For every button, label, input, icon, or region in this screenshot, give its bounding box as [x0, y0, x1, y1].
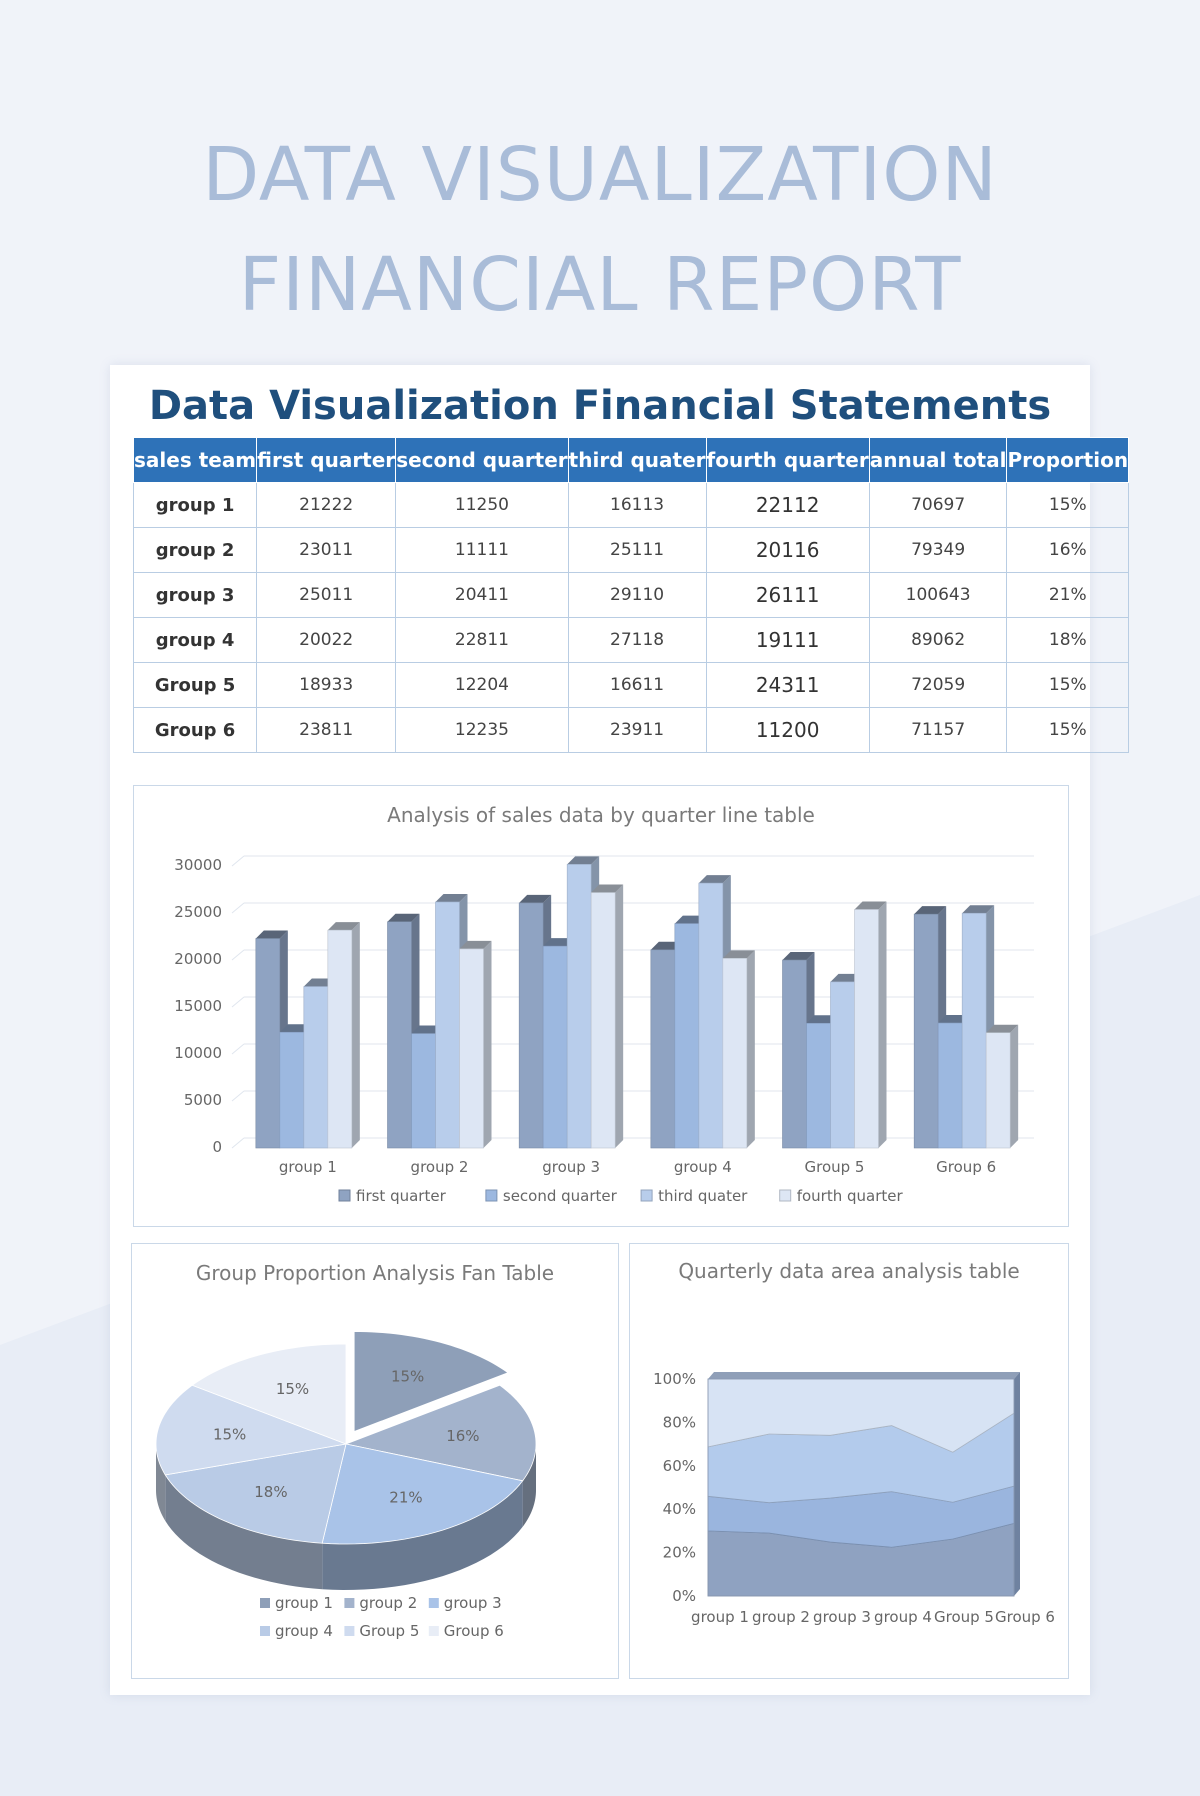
gridline-depth: [232, 997, 244, 1007]
legend-label: group 3: [443, 1594, 502, 1612]
table-row: [134, 573, 1129, 618]
cell-proportion: 15%: [1007, 663, 1129, 708]
legend-label: Group 6: [443, 1622, 504, 1640]
bar-front: [328, 930, 352, 1148]
cell-third-quarter: 16113: [568, 483, 706, 528]
x-tick-label: group 1: [691, 1608, 749, 1626]
cell-second-quarter: 22811: [396, 618, 568, 663]
bar-front: [388, 922, 412, 1148]
bar-front: [543, 946, 567, 1148]
cell-fourth-quarter: 26111: [706, 573, 869, 618]
bar: [460, 941, 492, 1148]
row-label: Group 6: [134, 708, 257, 753]
y-tick-label: 100%: [653, 1370, 696, 1388]
legend-label: first quarter: [356, 1187, 446, 1205]
y-tick-label: 30000: [174, 856, 222, 874]
bar-side: [747, 950, 755, 1148]
pie-value-label: 18%: [254, 1482, 288, 1501]
legend-swatch: [429, 1598, 439, 1608]
cell-second-quarter: 20411: [396, 573, 568, 618]
pie-value-label: 21%: [389, 1488, 423, 1507]
header-proportion: Proportion: [1007, 438, 1129, 483]
bar-front: [938, 1023, 962, 1148]
bar-front: [699, 883, 723, 1148]
bar-side: [879, 901, 887, 1148]
y-tick-label: 60%: [662, 1456, 696, 1475]
y-tick-label: 20%: [662, 1543, 696, 1562]
x-tick-label: group 3: [813, 1608, 871, 1626]
cell-proportion: 21%: [1007, 573, 1129, 618]
cell-second-quarter: 12235: [396, 708, 568, 753]
bar-side: [615, 885, 623, 1148]
bar-chart-title: Analysis of sales data by quarter line table: [387, 803, 815, 827]
cell-fourth-quarter: 11200: [706, 708, 869, 753]
y-tick-label: 10000: [174, 1044, 222, 1062]
area-depth-top: [708, 1372, 1020, 1379]
gridline-depth: [232, 1044, 244, 1054]
table-row: [134, 663, 1129, 708]
cell-proportion: 16%: [1007, 528, 1129, 573]
legend-swatch: [260, 1598, 270, 1608]
bar-front: [962, 913, 986, 1148]
cell-first-quarter: 21222: [257, 483, 396, 528]
gridline-depth: [232, 950, 244, 960]
header-fourth-quarter: fourth quarter: [706, 438, 869, 483]
pie-value-label: 15%: [212, 1425, 247, 1444]
bar-front: [591, 893, 615, 1148]
pie-chart: [132, 1244, 618, 1678]
pie-body: [156, 1331, 536, 1589]
hero-line-2: FINANCIAL REPORT: [238, 242, 962, 328]
header-third-quarter: third quater: [568, 438, 706, 483]
legend-swatch: [429, 1626, 439, 1636]
bar-front: [675, 924, 699, 1148]
legend-label: group 2: [359, 1594, 418, 1612]
cell-second-quarter: 11111: [396, 528, 568, 573]
table-row: [134, 618, 1129, 663]
table-row: [134, 528, 1129, 573]
bar-chart-panel: [133, 785, 1069, 1227]
bar-front: [651, 950, 675, 1148]
area-chart-panel: [629, 1243, 1069, 1679]
table-row: [134, 483, 1129, 528]
y-tick-label: 20000: [174, 950, 222, 968]
legend-swatch: [339, 1190, 350, 1201]
y-tick-label: 0%: [672, 1587, 696, 1605]
y-tick-label: 40%: [662, 1500, 696, 1519]
bar-chart: [134, 786, 1068, 1226]
cell-third-quarter: 23911: [568, 708, 706, 753]
x-tick-label: Group 5: [804, 1158, 865, 1176]
bar-front: [256, 939, 280, 1148]
bar-front: [914, 914, 938, 1148]
header-second-quarter: second quarter: [396, 438, 568, 483]
cell-third-quarter: 16611: [568, 663, 706, 708]
bar-front: [412, 1034, 436, 1148]
bar-front: [831, 982, 855, 1148]
y-tick-label: 25000: [174, 903, 222, 921]
header-sales-team: sales team: [134, 438, 257, 483]
legend-label: Group 5: [359, 1622, 420, 1640]
hero-line-1: DATA VISUALIZATION: [202, 132, 998, 218]
y-tick-label: 5000: [183, 1091, 222, 1109]
cell-annual-total: 89062: [869, 618, 1007, 663]
cell-first-quarter: 25011: [257, 573, 396, 618]
area-chart: [630, 1244, 1068, 1678]
legend-label: second quarter: [502, 1187, 617, 1205]
bar-front: [986, 1033, 1010, 1148]
cell-annual-total: 79349: [869, 528, 1007, 573]
cell-annual-total: 70697: [869, 483, 1007, 528]
gridline-depth: [232, 1091, 244, 1101]
pie-value-label: 15%: [275, 1379, 310, 1398]
x-tick-label: group 2: [752, 1608, 810, 1626]
cell-first-quarter: 18933: [257, 663, 396, 708]
cell-third-quarter: 27118: [568, 618, 706, 663]
cell-fourth-quarter: 22112: [706, 483, 869, 528]
table-header-row: [134, 438, 1129, 483]
cell-first-quarter: 23011: [257, 528, 396, 573]
cell-second-quarter: 12204: [396, 663, 568, 708]
x-tick-label: group 4: [874, 1608, 932, 1626]
table-row: [134, 708, 1129, 753]
bar-front: [304, 987, 328, 1148]
legend-label: group 1: [275, 1594, 333, 1612]
legend-swatch: [486, 1190, 497, 1201]
gridline-depth: [232, 856, 244, 866]
legend-swatch: [344, 1598, 354, 1608]
bar-front: [783, 960, 807, 1148]
legend-label: group 4: [275, 1622, 333, 1640]
cell-fourth-quarter: 20116: [706, 528, 869, 573]
y-tick-label: 0: [212, 1138, 222, 1156]
pie-value-label: 16%: [446, 1427, 480, 1446]
hero-title: [0, 120, 1200, 340]
pie-chart-title: Group Proportion Analysis Fan Table: [195, 1261, 555, 1285]
bar: [855, 901, 887, 1148]
bar-front: [280, 1032, 304, 1148]
cell-second-quarter: 11250: [396, 483, 568, 528]
legend-label: third quater: [658, 1187, 748, 1205]
cell-proportion: 15%: [1007, 483, 1129, 528]
bar: [328, 922, 360, 1148]
pie-chart-panel: [131, 1243, 619, 1679]
bar-front: [855, 909, 879, 1148]
report-sheet: [110, 365, 1129, 1695]
bar-side: [1010, 1025, 1018, 1148]
cell-annual-total: 100643: [869, 573, 1007, 618]
bar-side: [352, 922, 360, 1148]
x-tick-label: Group 6: [936, 1158, 997, 1176]
bar-front: [436, 902, 460, 1148]
bar-front: [807, 1023, 831, 1148]
pie-value-label: 15%: [390, 1367, 425, 1386]
x-tick-label: Group 6: [995, 1608, 1055, 1626]
bar: [986, 1025, 1018, 1148]
bar: [591, 885, 623, 1148]
cell-annual-total: 71157: [869, 708, 1007, 753]
bar-front: [519, 903, 543, 1148]
sheet-title: Data Visualization Financial Statements: [148, 383, 1052, 429]
cell-first-quarter: 20022: [257, 618, 396, 663]
legend-swatch: [780, 1190, 791, 1201]
header-annual-total: annual total: [869, 438, 1007, 483]
gridline-depth: [232, 903, 244, 913]
legend-swatch: [641, 1190, 652, 1201]
cell-third-quarter: 29110: [568, 573, 706, 618]
data-table: [133, 437, 1129, 753]
cell-fourth-quarter: 24311: [706, 663, 869, 708]
cell-fourth-quarter: 19111: [706, 618, 869, 663]
header-first-quarter: first quarter: [257, 438, 396, 483]
legend-label: fourth quarter: [796, 1187, 903, 1205]
bar-front: [460, 949, 484, 1148]
area-chart-title: Quarterly data area analysis table: [678, 1259, 1020, 1283]
bar: [723, 950, 755, 1148]
legend-swatch: [260, 1626, 270, 1636]
bar-side: [484, 941, 492, 1148]
x-tick-label: group 3: [542, 1158, 601, 1176]
x-tick-label: Group 5: [934, 1608, 994, 1626]
cell-third-quarter: 25111: [568, 528, 706, 573]
row-label: group 4: [134, 618, 257, 663]
row-label: Group 5: [134, 663, 257, 708]
bar-front: [723, 958, 747, 1148]
y-tick-label: 15000: [174, 997, 222, 1015]
legend-swatch: [344, 1626, 354, 1636]
cell-proportion: 18%: [1007, 618, 1129, 663]
cell-first-quarter: 23811: [257, 708, 396, 753]
cell-annual-total: 72059: [869, 663, 1007, 708]
y-tick-label: 80%: [662, 1413, 696, 1432]
row-label: group 1: [134, 483, 257, 528]
area-depth-side: [1014, 1372, 1020, 1596]
x-tick-label: group 4: [673, 1158, 732, 1176]
x-tick-label: group 1: [278, 1158, 337, 1176]
bar-front: [567, 864, 591, 1148]
gridline-depth: [232, 1138, 244, 1148]
row-label: group 2: [134, 528, 257, 573]
cell-proportion: 15%: [1007, 708, 1129, 753]
x-tick-label: group 2: [410, 1158, 469, 1176]
row-label: group 3: [134, 573, 257, 618]
